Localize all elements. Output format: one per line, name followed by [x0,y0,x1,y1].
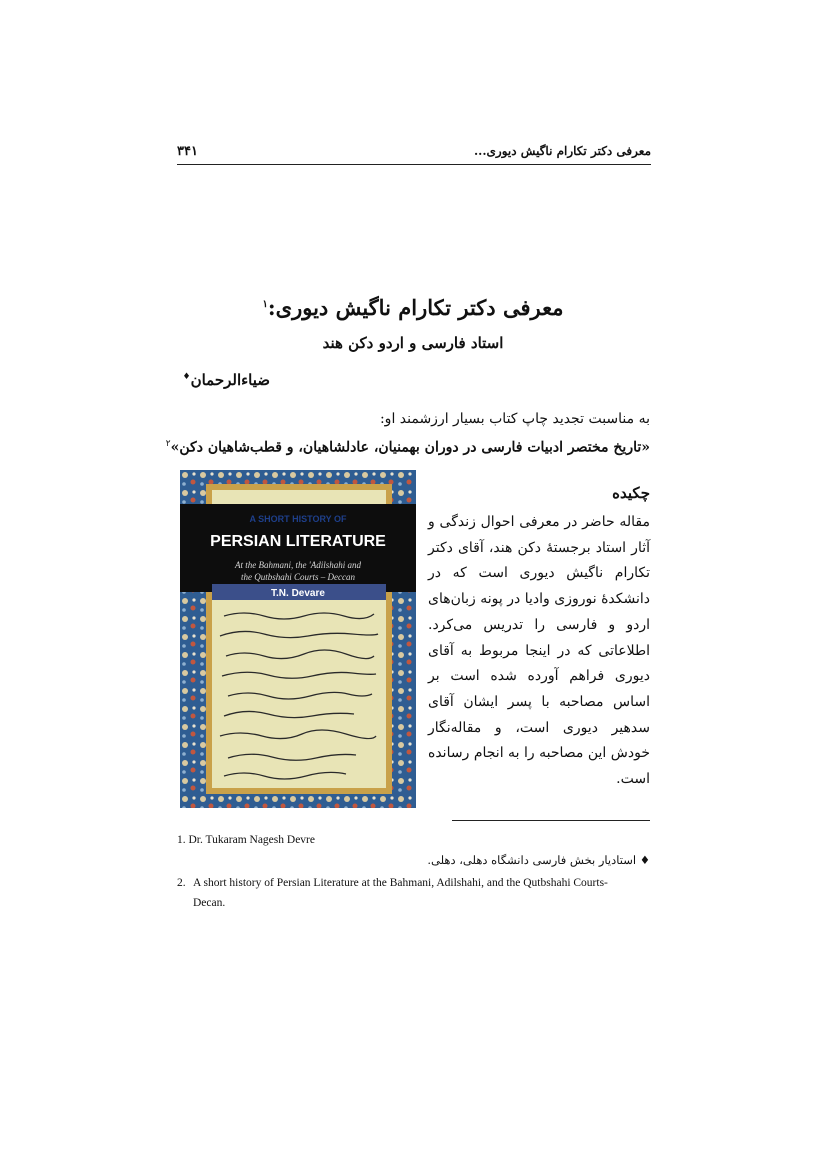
book-cover-image [180,470,416,808]
author-name: ضیاءالرحمان [190,371,270,389]
cover-top-line: A SHORT HISTORY OF [249,514,347,524]
footnote-1-text: Dr. Tukaram Nagesh Devre [188,834,315,846]
intro-line: به مناسبت تجدید چاپ کتاب بسیار ارزشمند او: [379,411,650,427]
book-cover-art [180,470,416,808]
footnote-2-continuation: Decan. [193,897,226,909]
book-title: «تاریخ مختصر ادبیات فارسی در دوران بهمنیان، عادلشاهیان، و قطب‌شاهیان دکن» [170,439,650,456]
cover-subtitle-2: the Qutbshahi Courts – Deccan [241,572,355,582]
running-title: معرفی دکتر تکارام ناگیش دیوری... [474,144,651,158]
footnote-2-number: 2. [177,877,186,889]
running-header [177,144,651,165]
title-footnote-ref[interactable]: ۱ [262,299,268,310]
footnote-2-text: A short history of Persian Literature at the Bahmani, Adilshahi, and the Qutbshahi Courts- [193,877,608,889]
footnote-author-mark: ♦ [639,853,650,867]
author-footnote-mark[interactable]: ♦ [182,372,191,382]
footnote-author-text: استادیار بخش فارسی دانشگاه دهلی، دهلی. [427,853,637,867]
cover-main-title: PERSIAN LITERATURE [210,533,386,550]
article-subtitle: استاد فارسی و اردو دکن هند [322,334,504,352]
abstract-heading: چکیده [612,484,650,502]
footnote-1 [177,834,315,846]
footnote-2 [177,873,651,913]
footnote-divider [452,820,650,821]
cover-subtitle-1: At the Bahmani, the 'Adilshahi and [235,560,361,570]
abstract-body: مقاله حاضر در معرفی احوال زندگی و آثار استاد برجستهٔ دکن هند، آقای دکتر تکارام ناگیش دیوری است که در دانشکدهٔ نوروزی وادیا در پونه زبان‌های اردو و فارسی را تدریس می‌کرد. اطلاعاتی که در اینجا مربوط به آقای دیوری فراهم آورده شده است بر اساس مصاحبه با پسر ایشان آقای سدهیر دیوری است، و مقاله‌نگار خودش این مصاحبه را به انجام رسانده است. [428,514,650,788]
article-title-text: معرفی دکتر تکارام ناگیش دیوری: [267,295,564,320]
page-number: ۳۴۱ [177,144,198,159]
book-footnote-ref[interactable]: ۲ [165,439,171,449]
article-title [150,295,676,320]
author-line [182,371,270,389]
footnote-1-number: 1. [177,834,186,846]
book-title-line [166,439,650,456]
footnote-author [427,853,650,867]
cover-author: T.N. Devare [271,588,325,599]
